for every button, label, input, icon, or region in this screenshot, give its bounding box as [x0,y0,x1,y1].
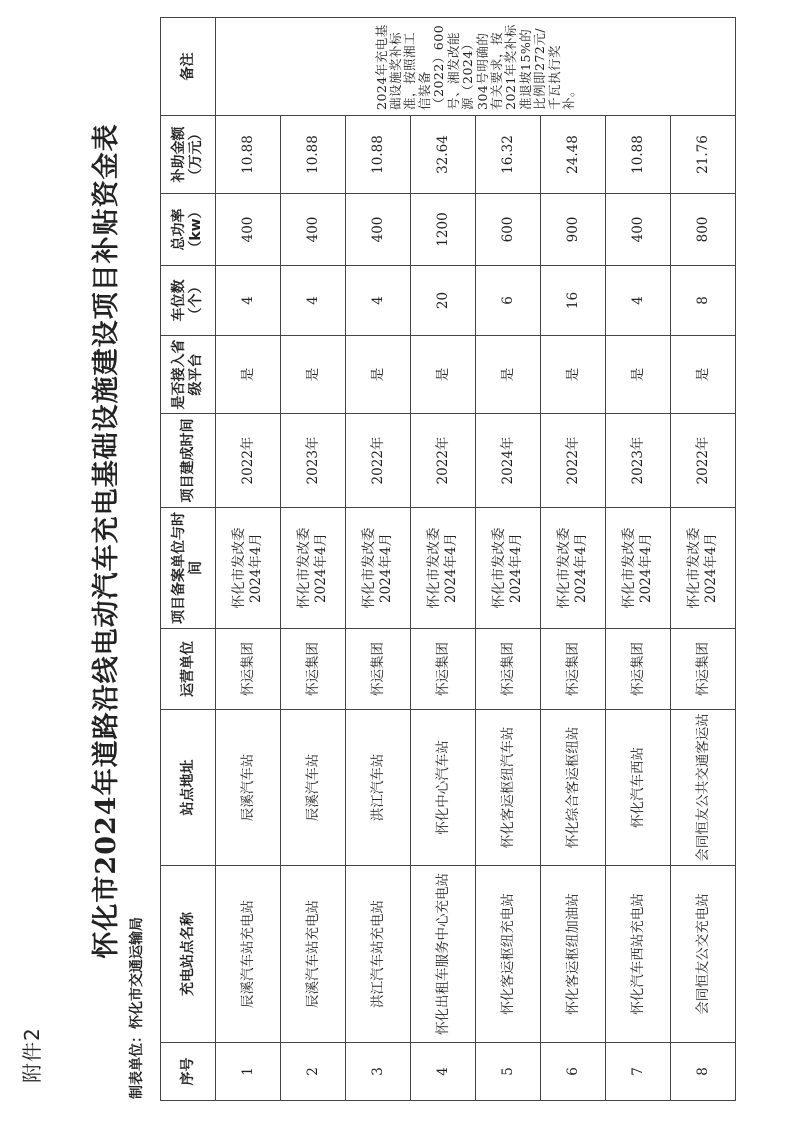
subsidy-amount: 21.76 [671,116,736,194]
table-row [476,18,541,1101]
filing-unit-time: 怀化市发改委2024年4月 [541,508,606,629]
station-address: 怀化客运枢纽汽车站 [476,710,541,866]
header-cell: 充电站点名称 [161,866,216,1043]
row-number: 1 [216,1043,281,1101]
station-address: 洪江汽车站 [346,710,411,866]
station-address: 辰溪汽车站 [216,710,281,866]
header-cell: 补助金额（万元） [161,116,216,194]
station-name: 怀化汽车西站充电站 [606,866,671,1043]
subsidy-amount: 10.88 [281,116,346,194]
total-power: 400 [346,194,411,266]
subsidy-amount: 10.88 [346,116,411,194]
parking-spaces: 4 [606,266,671,336]
table-row [411,18,476,1101]
operator: 怀运集团 [281,629,346,710]
row-number: 6 [541,1043,606,1101]
built-time: 2023年 [281,414,346,508]
platform-connected: 是 [281,336,346,414]
platform-connected: 是 [606,336,671,414]
operator: 怀运集团 [671,629,736,710]
filing-unit-time: 怀化市发改委2024年4月 [476,508,541,629]
header-cell: 是否接入省级平台 [161,336,216,414]
filing-unit-time: 怀化市发改委2024年4月 [411,508,476,629]
station-address: 怀化汽车西站 [606,710,671,866]
compiler-label: 制表单位：怀化市交通运输局 [129,917,145,1099]
document-title: 怀化市2024年道路沿线电动汽车充电基础设施建设项目补贴资金表 [91,123,122,959]
header-cell: 项目建成时间 [161,414,216,508]
built-time: 2022年 [346,414,411,508]
built-time: 2022年 [216,414,281,508]
station-name: 辰溪汽车站充电站 [216,866,281,1043]
parking-spaces: 8 [671,266,736,336]
station-name: 怀化出租车服务中心充电站 [411,866,476,1043]
header-cell: 序号 [161,1043,216,1101]
row-number: 7 [606,1043,671,1101]
operator: 怀运集团 [476,629,541,710]
parking-spaces: 20 [411,266,476,336]
built-time: 2022年 [541,414,606,508]
station-address: 会同恒友公共交通客运站 [671,710,736,866]
row-number: 8 [671,1043,736,1101]
remarks-note: 2024年充电基础设施奖补标准，按照湘工信装备（2022）600号、湘发改能源（2024）304号明确的有关要求，按2021年奖补标准退坡15%的比例即272元/千瓦执行奖补。 [216,18,736,116]
header-cell: 总功率（kw） [161,194,216,266]
station-name: 怀化客运枢纽充电站 [476,866,541,1043]
filing-unit-time: 怀化市发改委2024年4月 [281,508,346,629]
built-time: 2023年 [606,414,671,508]
table-row [671,18,736,1101]
operator: 怀运集团 [216,629,281,710]
subsidy-amount: 32.64 [411,116,476,194]
header-cell: 运营单位 [161,629,216,710]
filing-unit-time: 怀化市发改委2024年4月 [346,508,411,629]
station-name: 怀化客运枢纽加油站 [541,866,606,1043]
total-power: 800 [671,194,736,266]
parking-spaces: 16 [541,266,606,336]
operator: 怀运集团 [346,629,411,710]
total-power: 600 [476,194,541,266]
subsidy-amount: 16.32 [476,116,541,194]
row-number: 4 [411,1043,476,1101]
filing-unit-time: 怀化市发改委2024年4月 [216,508,281,629]
total-power: 1200 [411,194,476,266]
table-header-row [161,18,216,1101]
station-name: 辰溪汽车站充电站 [281,866,346,1043]
station-address: 怀化中心汽车站 [411,710,476,866]
table-row [346,18,411,1101]
table-row [216,18,281,1101]
table-row [281,18,346,1101]
platform-connected: 是 [346,336,411,414]
header-cell: 项目备案单位与时间 [161,508,216,629]
station-address: 辰溪汽车站 [281,710,346,866]
station-name: 会同恒友公交充电站 [671,866,736,1043]
total-power: 400 [606,194,671,266]
built-time: 2024年 [476,414,541,508]
parking-spaces: 4 [346,266,411,336]
row-number: 3 [346,1043,411,1101]
platform-connected: 是 [216,336,281,414]
subsidy-table [160,17,736,1101]
table-row [606,18,671,1101]
platform-connected: 是 [476,336,541,414]
operator: 怀运集团 [411,629,476,710]
total-power: 900 [541,194,606,266]
header-cell: 车位数（个） [161,266,216,336]
parking-spaces: 6 [476,266,541,336]
filing-unit-time: 怀化市发改委2024年4月 [671,508,736,629]
filing-unit-time: 怀化市发改委2024年4月 [606,508,671,629]
built-time: 2022年 [411,414,476,508]
header-cell: 备注 [161,18,216,116]
station-name: 洪江汽车站充电站 [346,866,411,1043]
subsidy-amount: 10.88 [216,116,281,194]
platform-connected: 是 [541,336,606,414]
total-power: 400 [216,194,281,266]
parking-spaces: 4 [281,266,346,336]
station-address: 怀化综合客运枢纽站 [541,710,606,866]
subsidy-amount: 24.48 [541,116,606,194]
subsidy-amount: 10.88 [606,116,671,194]
platform-connected: 是 [411,336,476,414]
header-cell: 站点地址 [161,710,216,866]
row-number: 2 [281,1043,346,1101]
table-row [541,18,606,1101]
built-time: 2022年 [671,414,736,508]
parking-spaces: 4 [216,266,281,336]
attachment-label: 附件2 [20,1027,44,1083]
row-number: 5 [476,1043,541,1101]
operator: 怀运集团 [606,629,671,710]
total-power: 400 [281,194,346,266]
operator: 怀运集团 [541,629,606,710]
platform-connected: 是 [671,336,736,414]
